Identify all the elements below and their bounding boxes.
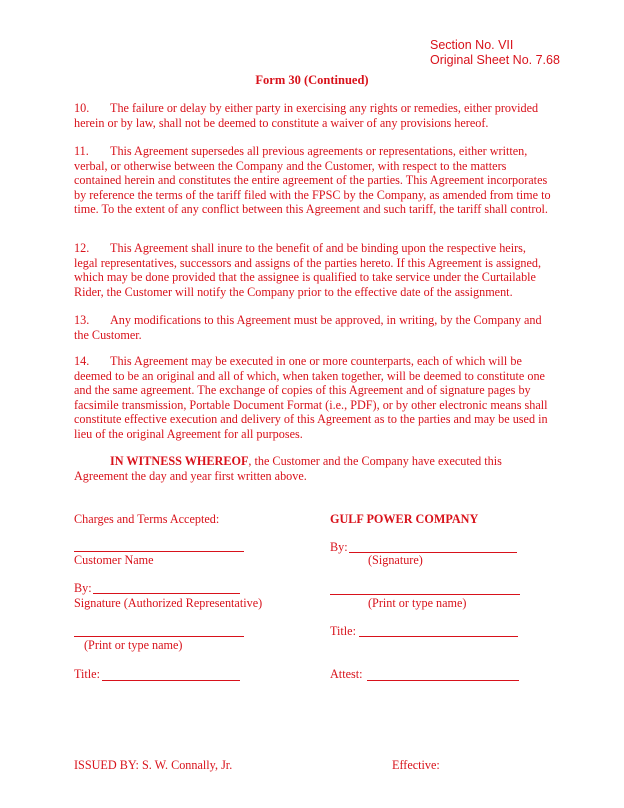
print-name-right-label: (Print or type name)	[368, 596, 467, 610]
paragraph-14: 14. This Agreement may be executed in one or more counterparts, each of which will be deemed to be an original and all of which, when taken together, will be deemed to constitute one and the same agreement. The exchange of copies of this Agreement and of signature pages by facsimile transmission, Portable Document Format (i.e., PDF), or by other electronic means shall constitute effective execution and delivery of this Agreement as to the parties and may be used in lieu of the original Agreement for all purposes.	[74, 354, 548, 441]
authorized-rep-label: Signature (Authorized Representative)	[74, 596, 263, 610]
issued-by: ISSUED BY: S. W. Connally, Jr.	[74, 758, 233, 772]
attest-line[interactable]	[367, 680, 519, 681]
paragraph-10: 10. The failure or delay by either party in exercising any rights or remedies, either provided herein or by law, shall not be deemed to constitute a waiver of any provisions hereof.	[74, 101, 539, 130]
company-print-name-line[interactable]	[330, 594, 520, 595]
attest-label: Attest:	[330, 667, 363, 681]
paragraph-12: 12. This Agreement shall inure to the benefit of and be binding upon the respective heirs, legal representatives, successors and assigns of the parties hereto. If this Agreement is assigned, which may be done provided that the assignee is qualified to take service under the Curtailable Rider, the Customer will notify the Company prior to the effective date of the assignment.	[74, 241, 542, 299]
effective-label: Effective:	[392, 758, 440, 772]
sheet-identifier	[430, 38, 560, 67]
witness-clause: IN WITNESS WHEREOF, the Customer and the Company have executed this Agreement the day and year first written above.	[74, 454, 502, 483]
by-left-label: By:	[74, 581, 92, 595]
customer-print-name-line[interactable]	[74, 636, 244, 637]
by-right-label: By:	[330, 540, 348, 554]
customer-name-label: Customer Name	[74, 553, 154, 567]
company-name: GULF POWER COMPANY	[330, 512, 479, 526]
title-left-label: Title:	[74, 667, 100, 681]
paragraph-13: 13. Any modifications to this Agreement must be approved, in writing, by the Company and the Customer.	[74, 313, 542, 342]
form-title: Form 30 (Continued)	[255, 73, 369, 87]
section-number: Section No. VII	[430, 38, 514, 52]
company-title-line[interactable]	[359, 636, 518, 637]
paragraph-11: 11. This Agreement supersedes all previous agreements or representations, either written, verbal, or otherwise between the Company and the Customer, with respect to the matters contained herein and constitutes the entire agreement of the parties. This Agreement incorporates by reference the terms of the tariff filed with the FPSC by the Company, as amended from time to time. To the extent of any conflict between this Agreement and such tariff, the tariff shall control.	[74, 144, 551, 217]
print-name-left-label: (Print or type name)	[84, 638, 183, 652]
signature-right-label: (Signature)	[368, 553, 423, 567]
customer-name-line[interactable]	[74, 551, 244, 552]
customer-title-line[interactable]	[102, 680, 240, 681]
title-right-label: Title:	[330, 624, 356, 638]
sheet-number: Original Sheet No. 7.68	[430, 52, 560, 67]
charges-terms-heading: Charges and Terms Accepted:	[74, 512, 220, 526]
customer-signature-line[interactable]	[93, 593, 240, 594]
